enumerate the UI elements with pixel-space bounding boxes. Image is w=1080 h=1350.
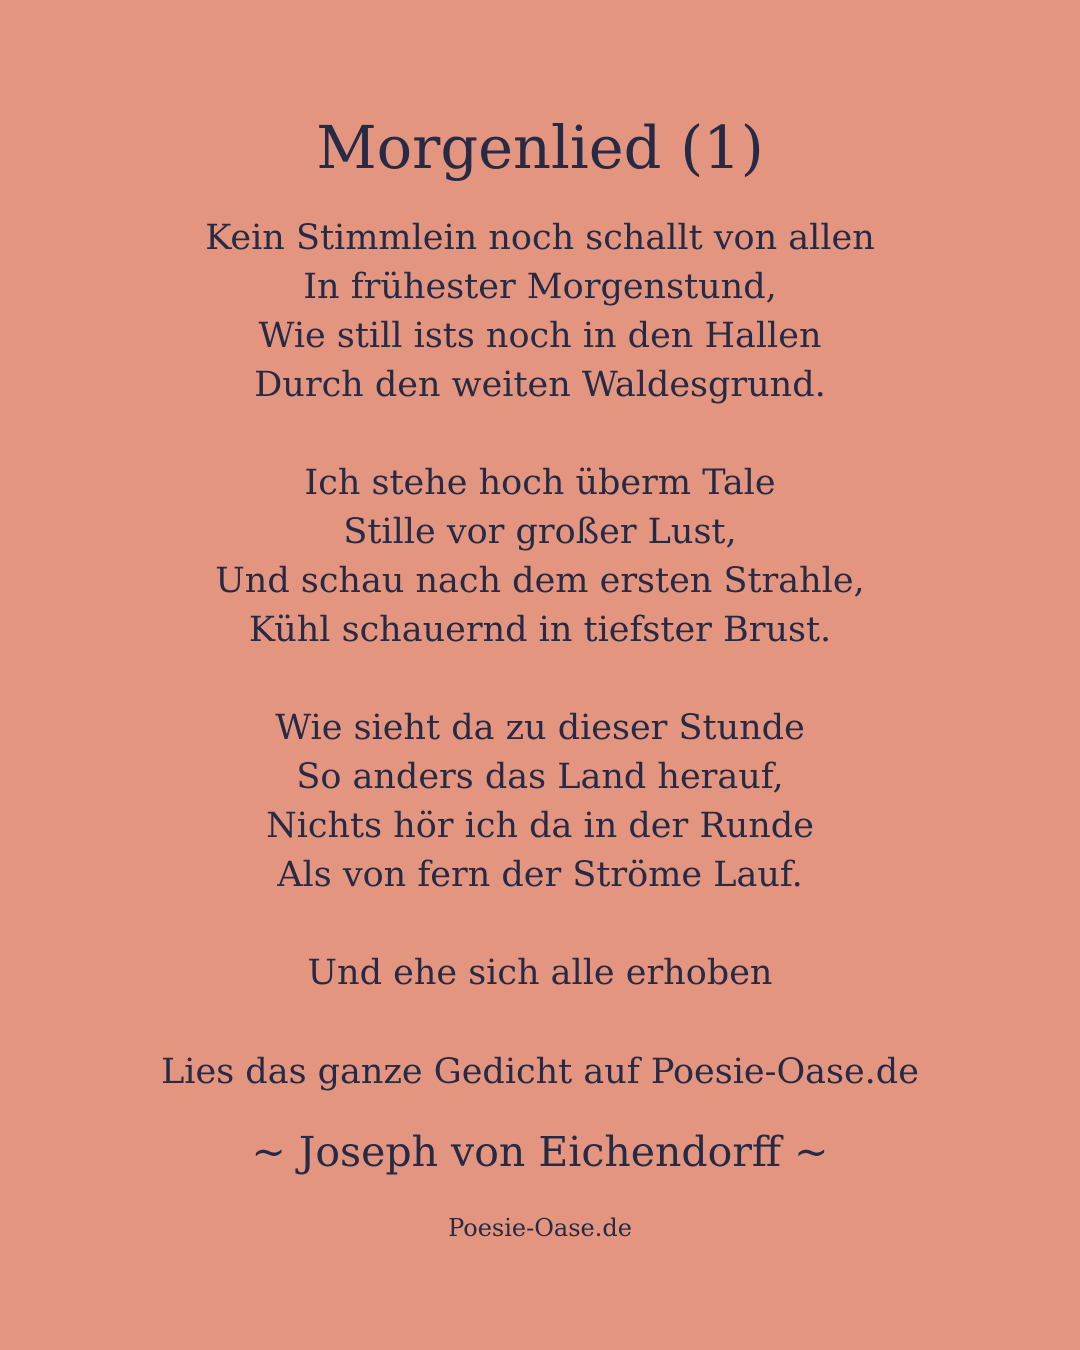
- site-footer: Poesie-Oase.de: [448, 1214, 632, 1242]
- poem-line: Kühl schauernd in tiefster Brust.: [248, 610, 832, 650]
- poem-line: Und ehe sich alle erhoben: [307, 953, 773, 993]
- poem-line: So anders das Land herauf,: [296, 757, 784, 797]
- poem-line: Durch den weiten Waldesgrund.: [254, 365, 826, 405]
- stanza-4: [0, 949, 1080, 998]
- poem-line: Kein Stimmlein noch schallt von allen: [205, 218, 875, 258]
- poem-body: [0, 214, 1080, 1047]
- poem-line: Ich stehe hoch überm Tale: [304, 463, 776, 503]
- poem-line: Wie sieht da zu dieser Stunde: [275, 708, 805, 748]
- stanza-2: [0, 459, 1080, 655]
- stanza-1: [0, 214, 1080, 410]
- poem-line: Nichts hör ich da in der Runde: [266, 806, 814, 846]
- poem-line: Stille vor großer Lust,: [343, 512, 737, 552]
- read-full-poem-text: Lies das ganze Gedicht auf Poesie-Oase.de: [161, 1052, 919, 1092]
- stanza-3: [0, 704, 1080, 900]
- poem-line: Wie still ists noch in den Hallen: [258, 316, 822, 356]
- poem-title: Morgenlied (1): [316, 113, 764, 182]
- poem-line: Als von fern der Ströme Lauf.: [277, 855, 803, 895]
- poem-line: In frühester Morgenstund,: [303, 267, 777, 307]
- poem-author: ~ Joseph von Eichendorff ~: [251, 1128, 829, 1176]
- poem-line: Und schau nach dem ersten Strahle,: [215, 561, 865, 601]
